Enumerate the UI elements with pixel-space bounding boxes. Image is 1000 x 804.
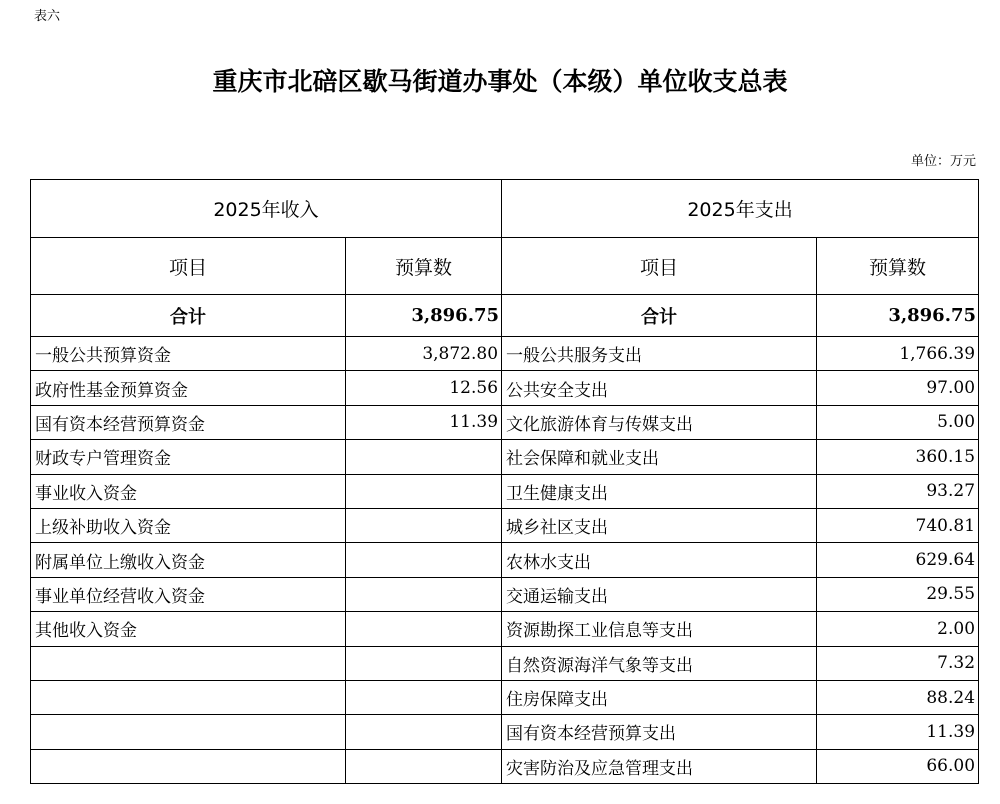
expense-value-cell: 7.32 [817,646,979,680]
table-row [31,680,979,714]
expense-value-cell: 29.55 [817,577,979,611]
expense-total-value: 3,896.75 [817,295,979,337]
expense-value-cell: 629.64 [817,543,979,577]
expense-value-cell: 5.00 [817,405,979,439]
income-value-cell [346,440,502,474]
income-item-cell [31,715,346,749]
expense-item-cell: 一般公共服务支出 [502,337,817,371]
column-header-row [31,238,979,295]
table-row [31,612,979,646]
expense-total-label: 合计 [502,295,817,337]
expense-item-cell: 交通运输支出 [502,577,817,611]
income-item-cell: 附属单位上缴收入资金 [31,543,346,577]
expense-value-cell: 11.39 [817,715,979,749]
section-header-row [31,180,979,238]
expense-item-cell: 社会保障和就业支出 [502,440,817,474]
expense-value-cell: 2.00 [817,612,979,646]
expense-value-cell: 88.24 [817,680,979,714]
table-row [31,337,979,371]
income-item-cell: 财政专户管理资金 [31,440,346,474]
unit-label: 单位：万元 [910,154,976,169]
income-value-cell [346,680,502,714]
income-value-cell [346,508,502,542]
expense-item-cell: 文化旅游体育与传媒支出 [502,405,817,439]
expense-item-cell: 灾害防治及应急管理支出 [502,749,817,783]
income-item-cell [31,680,346,714]
income-value-cell [346,612,502,646]
income-budget-header: 预算数 [346,238,502,295]
expense-budget-header: 预算数 [817,238,979,295]
income-item-cell: 上级补助收入资金 [31,508,346,542]
expense-item-cell: 农林水支出 [502,543,817,577]
income-value-cell: 12.56 [346,371,502,405]
expense-item-cell: 城乡社区支出 [502,508,817,542]
income-value-cell [346,474,502,508]
expense-value-cell: 97.00 [817,371,979,405]
income-value-cell: 3,872.80 [346,337,502,371]
expense-item-cell: 住房保障支出 [502,680,817,714]
income-value-cell [346,646,502,680]
expense-value-cell: 1,766.39 [817,337,979,371]
income-value-cell [346,749,502,783]
table-row [31,543,979,577]
expense-item-cell: 国有资本经营预算支出 [502,715,817,749]
table-row [31,371,979,405]
table-row [31,577,979,611]
expense-item-cell: 公共安全支出 [502,371,817,405]
income-total-label: 合计 [31,295,346,337]
income-item-cell: 国有资本经营预算资金 [31,405,346,439]
expense-section-title: 2025年支出 [502,180,979,238]
income-total-value: 3,896.75 [346,295,502,337]
expense-value-cell: 93.27 [817,474,979,508]
table-row [31,749,979,783]
expense-value-cell: 740.81 [817,508,979,542]
page-title: 重庆市北碚区歇马街道办事处（本级）单位收支总表 [212,67,788,96]
table-number-tag: 表六 [34,9,61,24]
expense-value-cell: 360.15 [817,440,979,474]
income-value-cell [346,543,502,577]
income-item-cell: 一般公共预算资金 [31,337,346,371]
income-item-cell [31,646,346,680]
table-row [31,405,979,439]
total-row [31,295,979,337]
income-section-title: 2025年收入 [31,180,502,238]
expense-item-cell: 资源勘探工业信息等支出 [502,612,817,646]
income-item-cell: 事业单位经营收入资金 [31,577,346,611]
table-row [31,646,979,680]
expense-item-cell: 自然资源海洋气象等支出 [502,646,817,680]
expense-value-cell: 66.00 [817,749,979,783]
income-item-cell [31,749,346,783]
table-row [31,440,979,474]
income-value-cell [346,715,502,749]
income-value-cell [346,577,502,611]
income-item-cell: 事业收入资金 [31,474,346,508]
table-row [31,715,979,749]
income-item-header: 项目 [31,238,346,295]
income-value-cell: 11.39 [346,405,502,439]
expense-item-header: 项目 [502,238,817,295]
table-row [31,508,979,542]
expense-item-cell: 卫生健康支出 [502,474,817,508]
income-item-cell: 其他收入资金 [31,612,346,646]
budget-summary-table [30,179,979,784]
table-row [31,474,979,508]
income-item-cell: 政府性基金预算资金 [31,371,346,405]
